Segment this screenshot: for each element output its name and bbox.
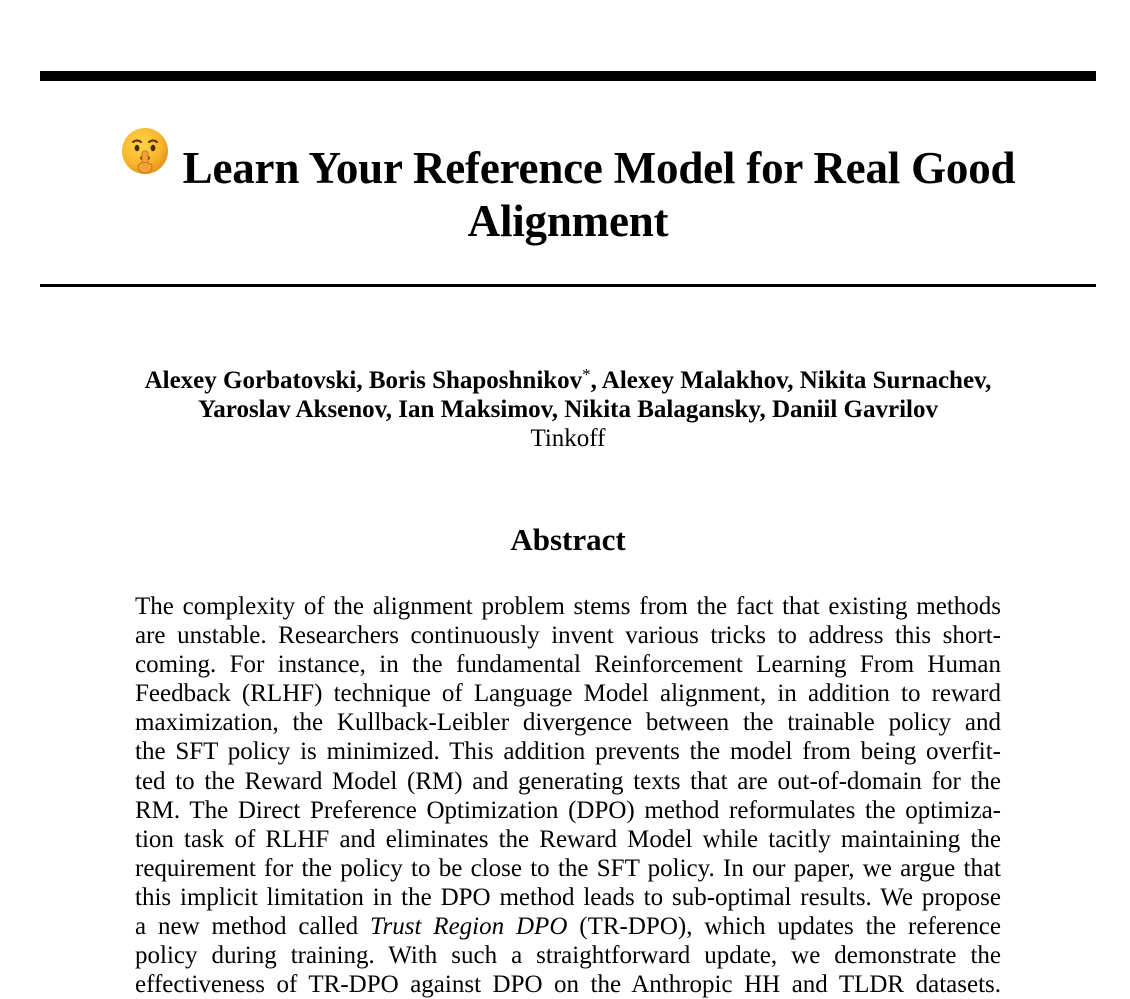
abstract-line: the SFT policy is minimized. This addition prevents the model from being overfit- (135, 738, 1001, 766)
paper-title-line2: Alignment (467, 196, 669, 246)
authors-line-1-part-b: , Alexey Malakhov, Nikita Surnachev, (590, 367, 992, 394)
abstract-body (135, 592, 1001, 999)
authors-line-2: Yaroslav Aksenov, Ian Maksimov, Nikita Balagansky, Daniil Gavrilov (198, 396, 938, 423)
abstract-line: Feedback (RLHF) technique of Language Model alignment, in addition to reward (135, 680, 1001, 708)
abstract-line: RM. The Direct Preference Optimization (DPO) method reformulates the optimiza- (135, 796, 1001, 824)
abstract-line: effectiveness of TR-DPO against DPO on the Anthropic HH and TLDR datasets. (135, 971, 1001, 999)
paper-title (40, 135, 1096, 248)
paper-title-line1: Learn Your Reference Model for Real Good (182, 143, 1016, 193)
title-top-rule (40, 71, 1096, 81)
abstract-line: tion task of RLHF and eliminates the Reward Model while tacitly maintaining the (135, 825, 1001, 853)
equal-contribution-mark: * (582, 365, 591, 384)
authors-block (40, 360, 1096, 453)
shushing-face-emoji-icon (121, 127, 169, 175)
abstract-line: maximization, the Kullback-Leibler divergence between the trainable policy and (135, 709, 1001, 737)
abstract-line-method-post: (TR-DPO), which updates the reference (567, 913, 1001, 941)
abstract-line: policy during training. With such a straightforward update, we demonstrate the (135, 942, 1001, 970)
title-block (40, 135, 1096, 248)
method-name-italic: Trust Region DPO (369, 913, 568, 941)
abstract-line-method-pre: a new method called (135, 913, 370, 941)
abstract-line: The complexity of the alignment problem stems from the fact that existing methods (135, 593, 1001, 620)
authors-line-1 (40, 360, 1096, 395)
abstract-line: coming. For instance, in the fundamental Reinforcement Learning From Human (135, 651, 1001, 679)
title-bottom-rule (40, 284, 1096, 287)
abstract-line: are unstable. Researchers continuously invent various tricks to address this short- (135, 622, 1001, 650)
abstract-line: ted to the Reward Model (RM) and generating texts that are out-of-domain for the (135, 767, 1001, 795)
abstract-line: this implicit limitation in the DPO method leads to sub-optimal results. We propose (135, 883, 1001, 911)
abstract-line-method (135, 912, 1001, 941)
abstract-heading: Abstract (510, 522, 626, 557)
affiliation: Tinkoff (530, 425, 606, 452)
authors-line-1-part-a: Alexey Gorbatovski, Boris Shaposhnikov (144, 367, 583, 394)
abstract-line: requirement for the policy to be close to the SFT policy. In our paper, we argue that (135, 854, 1001, 882)
